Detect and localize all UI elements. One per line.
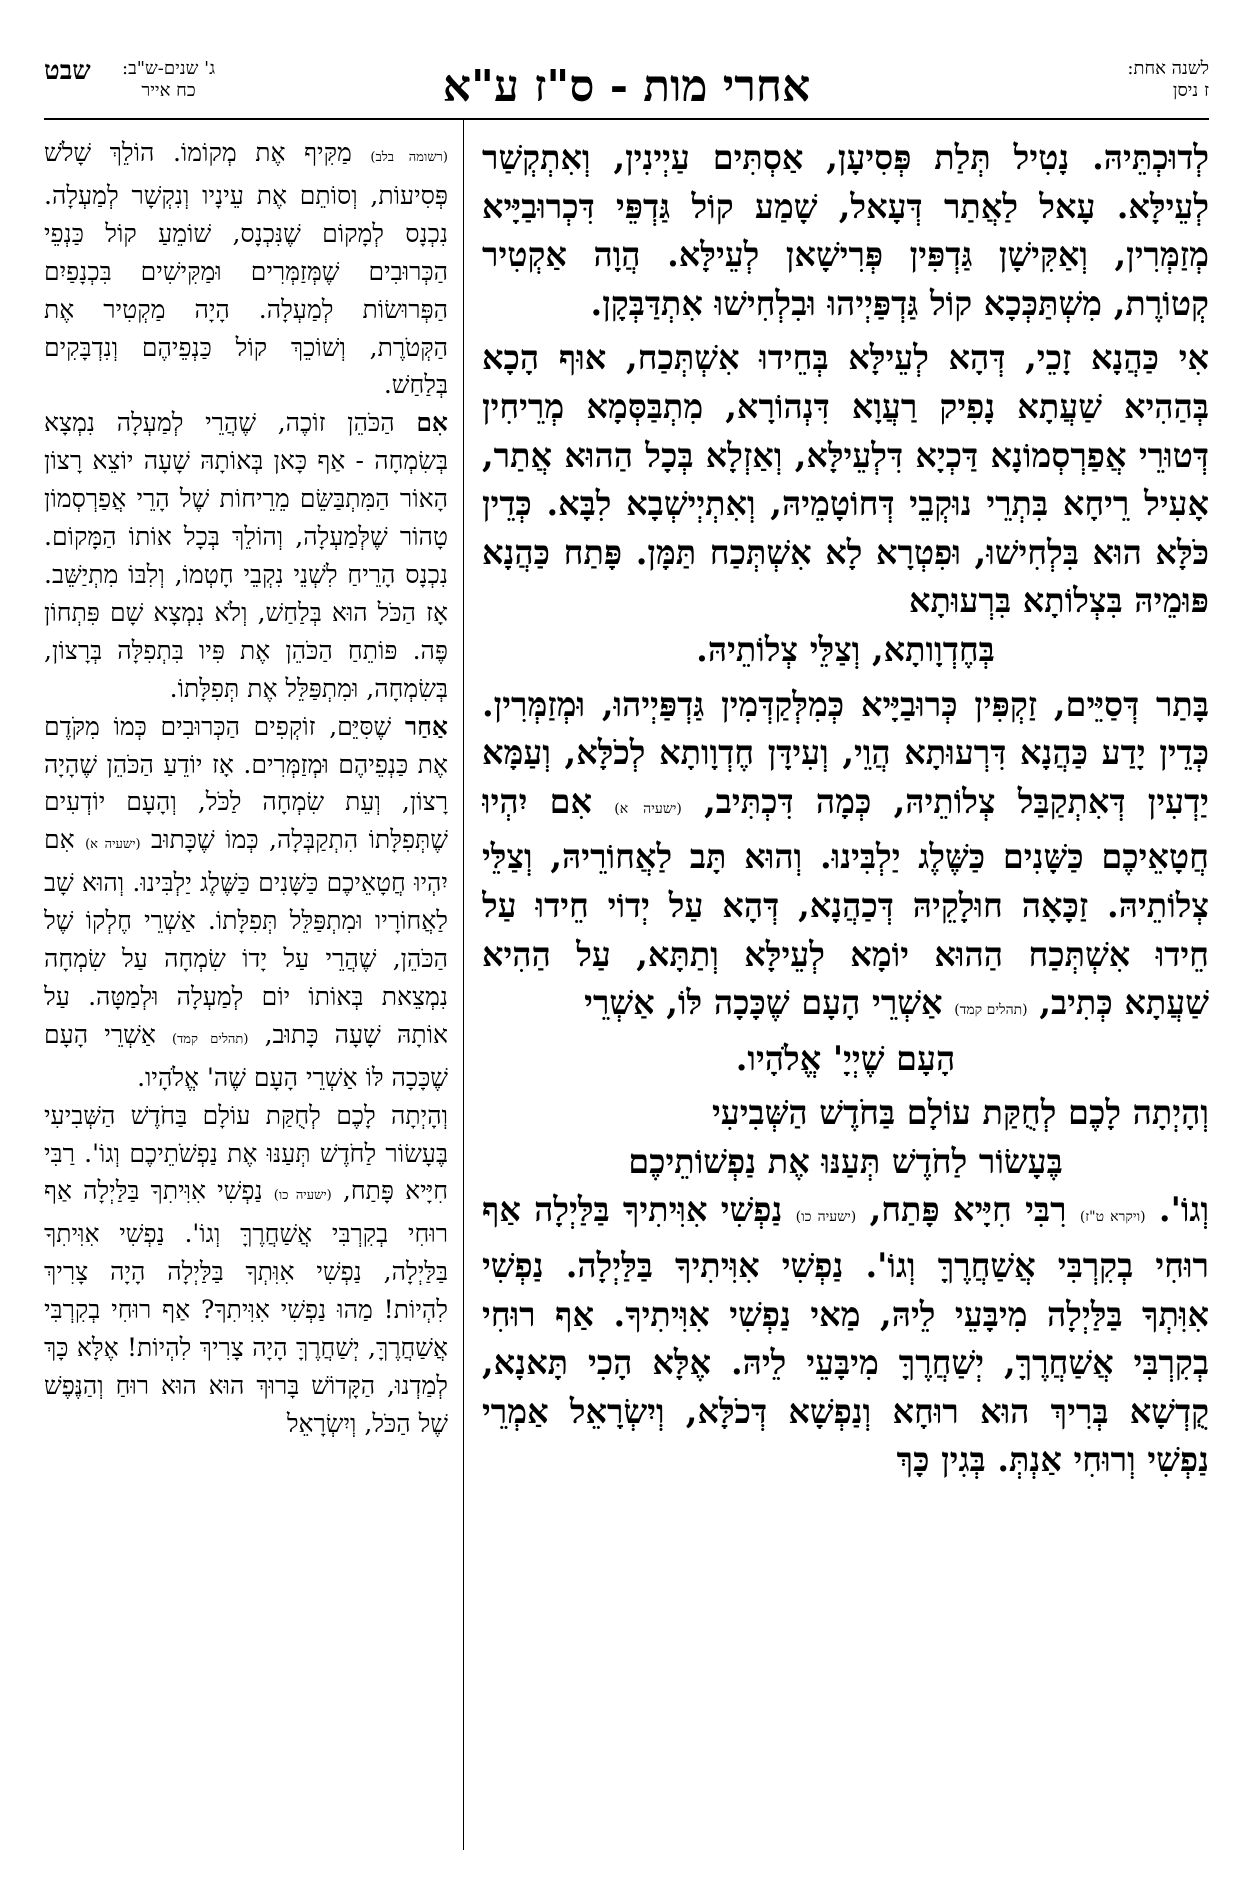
column-divider (463, 120, 464, 1850)
commentary-paragraph-4-a: וְהָיְתָה לָכֶם לְחֻקַּת עוֹלָם בַּחֹדֶשׁ הַשְּׁבִיעִי בֶּעָשׂוֹר לַחֹדֶשׁ תְּעַנּוּ אֶת נַפְשֹׁתֵיכֶם וְגוֹ'. רַבִּי חִיָּיא פָּתַח, (44, 1100, 448, 1206)
header-divider (44, 118, 1209, 120)
commentary-paragraph-3-b: אִם יִהְיוּ חֲטָאֵיכֶם כַּשָּׁנִים כַּשֶּׁלֶג יַלְבִּינוּ. וְהוּא שָׁב לַאֲחוֹרָיו וּמִתְפַּלֵּל תְּפִלָּתוֹ. אַשְׁרֵי חֶלְקוֹ שֶׁל הַכֹּהֵן, שֶׁהֲרֵי עַל יָדוֹ שִׂמְחָה עַל שִׂמְחָה נִמְצֵאת בְּאוֹתוֹ יוֹם לְמַעְלָה וּלְמַטָּה. עַל אוֹתָהּ שָׁעָה כָּתוּב, (44, 825, 448, 1049)
main-paragraph-4-b: בֶּעָשׂוֹר לַחֹדֶשׁ תְּעַנּוּ אֶת נַפְשׁוֹתֵיכֶם (628, 1141, 1063, 1181)
main-paragraph-1: לְדוּכְתֵּיהּ. נָטִיל תְּלַת פְּסִיעָן, אַסְתִּים עַיְינִין, וְאִתְקְשַׁר לְעֵילָּא. עָאל לַאֲתַר דְּעָאל, שָׁמַע קוֹל גַּדְפֵּי דִּכְרוּבַיָּיא מְזַמְּרִין, וְאַקִּישָׁן גַּדְפִּין פְּרִישָׁאן לְעֵילָּא. הֲוָה אַקְטִיר קְטוֹרֶת, מִשְׁתַּכְּכָא קוֹל גַּדְפַּיְיהוּ וּבִלְחִישׁוּ אִתְדַּבְּקָן. (482, 138, 1209, 323)
main-paragraph-4-c: וְגוֹ'. (1158, 1190, 1209, 1230)
commentary-paragraph-2 (44, 404, 448, 707)
commentary-paragraph-1 (44, 134, 448, 404)
main-text-column (482, 134, 1209, 1850)
source-citation: (תהלים קמד) (954, 1002, 1028, 1019)
source-citation: (ויקרא ט"ז) (1079, 1209, 1146, 1226)
main-paragraph-3 (482, 681, 1209, 1084)
commentary-paragraph-4 (44, 1097, 448, 1443)
commentary-paragraph-4-b: נַפְשִׁי אִוִּיתִךָ בַּלַּיְלָה אַף רוּחִי בְקִרְבִּי אֲשַׁחֲרֶךָּ וְגוֹ'. נַפְשִׁי אִוִּיתִךָ בַּלַּיְלָה, נַפְשִׁי אִוִּתְךָ בַּלַּיְלָה הָיָה צָרִיךְ לִהְיוֹת! מַהוּ נַפְשִׁי אִוִּיתִךָ? אַף רוּחִי בְקִרְבִּי אֲשַׁחֲרֶךָּ, יְשַׁחֲרֶךָּ הָיָה צָרִיךְ לִהְיוֹת! אֶלָּא כָּךְ לְמַדְנוּ, הַקָּדוֹשׁ בָּרוּךְ הוּא הוּא רוּחַ וְהַנֶּפֶשׁ שֶׁל הַכֹּל, וְיִשְׂרָאֵל (44, 1176, 448, 1438)
one-year-label: לשנה אחת: (1127, 58, 1209, 79)
main-paragraph-4-e: נַפְשִׁי אִוִּיתִיךָ בַּלַּיְלָה אַף רוּחִי בְקִרְבִּי אֲשַׁחֲרֶךָּ וְגוֹ'. נַפְשִׁי אִוִּיתִיךָ בַּלַּיְלָה. נַפְשִׁי אִוִּתְךָ בַּלַּיְלָה מִיבָּעֵי לֵיהּ, מַאי נַפְשִׁי אִוִּיתִיךָ. אַף רוּחִי בְקִרְבִּי אֲשַׁחֲרֶךָּ, יְשַׁחֲרֶךָּ מִיבָּעֵי לֵיהּ. אֶלָּא הָכִי תָּאנָא, קֻדְשָׁא בְּרִיךְ הוּא רוּחָא וְנַפְשָׁא דְּכֹלָּא, וְיִשְׂרָאֵל אַמְרֵי נַפְשִׁי וְרוּחִי אַנְתְּ. בְּגִין כָּךְ (482, 1190, 1209, 1480)
month-tag: שבט (44, 56, 91, 86)
commentary-opening-word: אִם (416, 408, 448, 438)
main-paragraph-3-end: הָעָם שֶׁיְיָ' אֱלֹהָיו. (735, 1038, 956, 1078)
main-paragraph-3-c: אִם יִהְיוּ חֲטָאֵיכֶם כַּשָּׁנִים כַּשֶּׁלֶג יַלְבִּינוּ. וְהוּא תָּב לַאֲחוֹרֵיהּ, וְצַלֵּי צְלוֹתֵיהּ. זַכָּאָה חוּלָקֵיהּ דְּכַהֲנָא, דְּהָא עַל יְדוֹי חֵידוּ עַל חֵידוּ אִשְׁתְּכַח הַהוּא יוֹמָא לְעֵילָּא וְתַתָּא, עַל הַהִיא שַׁעֲתָא כְּתִיב, (482, 781, 1209, 1023)
source-citation: (ישעיה א) (85, 837, 141, 853)
page-title: אחרי מות - ס"ז ע"א (442, 61, 811, 112)
main-paragraph-3-d: אַשְׁרֵי הָעָם שֶׁכָּכָה לּוֹ, אַשְׁרֵי (584, 983, 943, 1023)
three-year-ref (122, 58, 215, 102)
source-citation: (ישעיה כו) (273, 1188, 332, 1204)
source-citation: (רשומה בלב) (370, 150, 448, 165)
one-year-date: ז ניסן (1172, 80, 1209, 101)
main-paragraph-2 (482, 334, 1209, 674)
main-paragraph-3-a: בָּתַר דְּסַיֵּים, זַקְפִּין כְּרוּבַיָּיא כְּמִלְּקַדְּמִין (721, 684, 1209, 724)
main-paragraph-4-a: וְהָיְתָה לָכֶם לְחֻקַּת עוֹלָם בַּחֹדֶשׁ הַשְּׁבִיעִי (711, 1093, 1209, 1133)
source-citation: (ישעיה כו) (795, 1209, 857, 1226)
source-citation: (תהלים קמד) (171, 1031, 249, 1047)
commentary-paragraph-1-body: מַקִּיף אֶת מְקוֹמוֹ. הוֹלֵךְ שָׁלֹשׁ פְּסִיעוֹת, וְסוֹתֵם אֶת עֵינָיו וְנִקְשָׁר לְמַעְלָה. נִכְנָס לְמָקוֹם שֶׁנִּכְנָס, שׁוֹמֵעַ קוֹל כַּנְפֵי הַכְּרוּבִים שֶׁמְּזַמְּרִים וּמַקִּישִׁים בִּכְנָפַיִם הַפְּרוּשׂוֹת לְמַעְלָה. הָיָה מַקְטִיר אֶת הַקְּטֹרֶת, וְשׁוֹכֵךְ קוֹל כַּנְפֵיהֶם וְנִדְבָּקִים בְּלַחַשׁ. (44, 138, 448, 400)
main-paragraph-2-body: אִי כַּהֲנָא זָכֵי, דְּהָא לְעֵילָּא בְּחֵידוּ אִשְׁתְּכַח, אוּף הָכָא בְּהַהִיא שַׁעֲתָא נָפִיק רַעֲוָא דִּנְהוֹרָא, מִתְבַּסְּמָא מְרֵיחִין דְּטוּרֵי אֲפַרְסְמוֹנָא דַּכְיָא דִּלְעֵילָּא, וְאַזְלָא בְּכָל הַהוּא אֲתַר, אָעִיל רֵיחָא בִּתְרֵי נוּקְבֵי דְּחוֹטָמֵיהּ, וְאִתְיְישְׁבָא לִבָּא. כְּדֵין כֹּלָּא הוּא בִּלְחִישׁוּ, וּפִטְרָא לָא אִשְׁתְּכַח תַּמָּן. פָּתַח כַּהֲנָא פּוּמֵיהּ בִּצְלוֹתָא בִּרְעוּתָא (482, 338, 1209, 621)
main-paragraph-4 (482, 1089, 1209, 1485)
main-paragraph-2-end: בְּחֶדְוָותָא, וְצַלֵּי צְלוֹתֵיהּ. (696, 629, 995, 669)
main-paragraph-3-b: גַּדְפַּיְיהוּ, וּמְזַמְּרִין. כְּדֵין יָדַע כַּהֲנָא דִּרְעוּתָא הֲוֵי, וְעִידָּן חֶדְוָותָא לְכֹלָּא, וְעַמָּא יַדְעִין דְּאִתְקַבַּל צְלוֹתֵיהּ, כְּמָה דִּכְתִּיב, (482, 684, 1209, 821)
commentary-column (44, 134, 448, 1850)
commentary-opening-word: אַחַר (404, 711, 448, 741)
source-citation: (ישעיה א) (614, 800, 682, 817)
commentary-paragraph-3 (44, 708, 448, 1097)
main-paragraph-4-d: רִבִּי חִיָּיא פָּתַח, (869, 1190, 1067, 1230)
page-header (44, 58, 1209, 118)
commentary-paragraph-2-body: הַכֹּהֵן זוֹכֶה, שֶׁהֲרֵי לְמַעְלָה נִמְצָא בְּשִׂמְחָה - אַף כָּאן בְּאוֹתָהּ שָׁעָה יוֹצֵא רָצוֹן הָאוֹר הַמִּתְבַּשֵּׂם מֵרֵיחוֹת שֶׁל הָרֵי אֲפַרְסְמוֹן טָהוֹר שֶׁלְּמַעְלָה, וְהוֹלֵךְ בְּכָל אוֹתוֹ הַמָּקוֹם. נִכְנָס הָרֵיחַ לִשְׁנֵי נִקְבֵי חָטְמוֹ, וְלִבּוֹ מִתְיַשֵּׁב. אָז הַכֹּל הוּא בְּלַחַשׁ, וְלֹא נִמְצָא שָׁם פִּתְחוֹן פֶּה. פּוֹתֵחַ הַכֹּהֵן אֶת פִּיו בִּתְפִלָּה בְּרָצוֹן, בְּשִׂמְחָה, וּמִתְפַּלֵּל אֶת תְּפִלָּתוֹ. (44, 408, 448, 703)
three-year-date: כח אייר (141, 80, 196, 101)
commentary-paragraph-3-c: אַשְׁרֵי הָעָם שֶׁכָּכָה לּוֹ אַשְׁרֵי הָעָם שֶׁה' אֱלֹהָיו. (44, 1019, 448, 1092)
commentary-paragraph-3-a: שֶׁסִּיֵּם, זוֹקְפִים הַכְּרוּבִים כְּמוֹ מִקֹּדֶם אֶת כַּנְפֵיהֶם וּמְזַמְּרִים. אָז יוֹדֵעַ הַכֹּהֵן שֶׁהָיָה רָצוֹן, וְעֵת שִׂמְחָה לַכֹּל, וְהָעָם יוֹדְעִים שֶׁתְּפִלָּתוֹ הִתְקַבְּלָה, כְּמוֹ שֶׁכָּתוּב (44, 711, 448, 855)
three-year-label: ג' שנים-ש"ב: (122, 58, 216, 79)
